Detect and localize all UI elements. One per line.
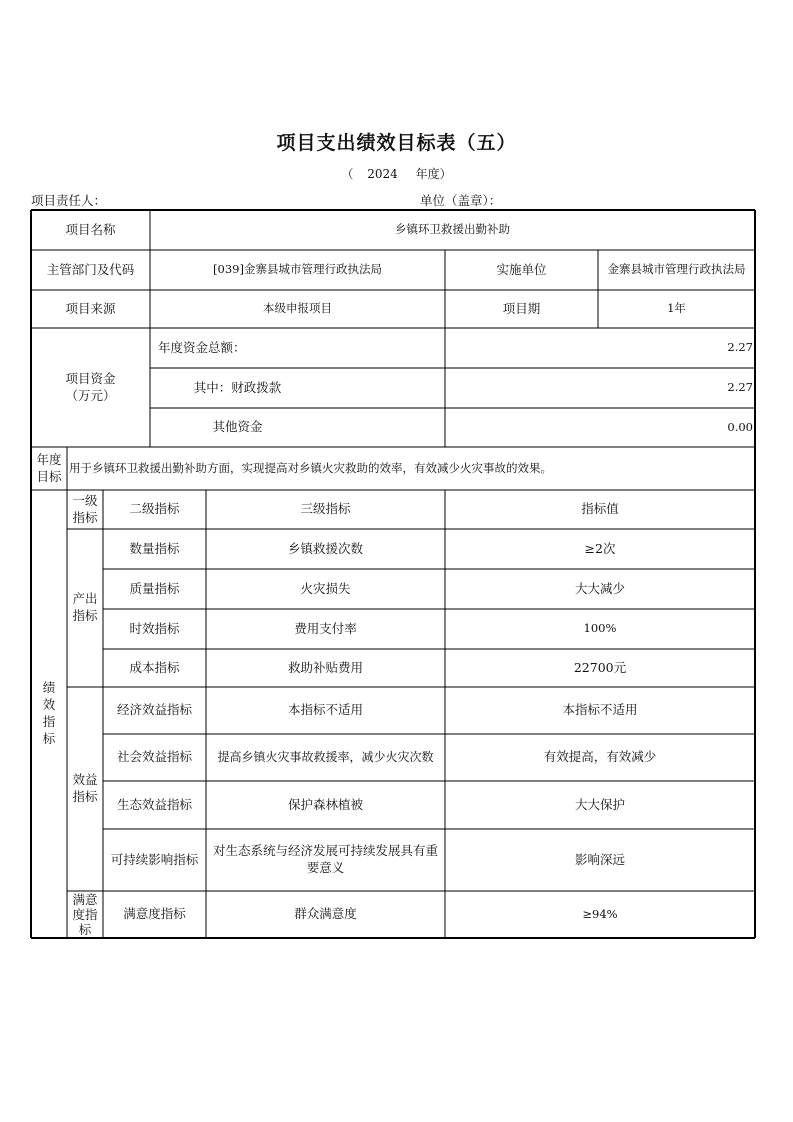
row-l3: 群众满意度 <box>294 906 357 922</box>
row-l2: 社会效益指标 <box>116 749 192 765</box>
funds-other-value: 0.00 <box>727 419 753 434</box>
row-l2: 满意度指标 <box>123 906 186 922</box>
source-value: 本级申报项目 <box>263 301 332 316</box>
project-name-value: 乡镇环卫救援出勤补助 <box>395 222 510 237</box>
row-l3: 保护森林植被 <box>287 796 363 812</box>
source-label: 项目来源 <box>65 300 116 316</box>
page-title: 项目支出绩效目标表（五） <box>276 132 517 154</box>
row-l2: 数量指标 <box>129 540 180 556</box>
perf-side-char: 标 <box>42 730 56 746</box>
row-l3: 费用支付率 <box>294 620 357 636</box>
row-l2: 质量指标 <box>129 580 180 596</box>
unit-label: 单位（盖章）： <box>420 193 502 208</box>
group-benefit <box>67 687 103 891</box>
row-l2: 可持续影响指标 <box>110 851 199 867</box>
goal-text: 用于乡镇环卫救援出勤补助方面，实现提高对乡镇火灾救助的效率，有效减少火灾事故的效果。 <box>69 460 552 475</box>
group-output-line1: 产出 <box>72 591 98 607</box>
group-satisfaction-line3: 标 <box>78 922 92 937</box>
perf-side-char: 绩 <box>42 680 56 696</box>
group-benefit-line2: 指标 <box>72 789 98 804</box>
funds-label <box>31 328 150 447</box>
row-value: 大大保护 <box>574 796 625 812</box>
row-value: 本指标不适用 <box>562 702 638 718</box>
impl-label: 实施单位 <box>496 261 547 277</box>
funds-label-line1: 项目资金 <box>65 370 116 386</box>
group-output-line2: 指标 <box>72 608 98 623</box>
header-level2: 二级指标 <box>129 501 180 517</box>
funds-other-label: 其他资金 <box>212 419 263 435</box>
group-satisfaction-line2: 度指 <box>72 907 98 922</box>
responsible-label: 项目责任人： <box>31 193 107 208</box>
row-l2: 经济效益指标 <box>116 702 192 718</box>
year-suffix: 年度） <box>415 167 452 181</box>
goal-label-line1: 年度 <box>36 451 62 467</box>
row-value: 有效提高，有效减少 <box>543 749 657 765</box>
row-l3: 提高乡镇火灾事故救援率，减少火灾次数 <box>217 750 434 765</box>
perf-side-char: 效 <box>42 697 56 713</box>
period-value: 1年 <box>667 301 686 316</box>
row-value: 22700元 <box>573 659 627 675</box>
project-name-label: 项目名称 <box>65 221 116 237</box>
goal-label-line2: 目标 <box>36 468 62 484</box>
row-l3: 火灾损失 <box>300 580 351 596</box>
header-level3: 三级指标 <box>300 501 351 517</box>
row-l3: 乡镇救援次数 <box>287 540 363 556</box>
year-open: （ <box>341 167 354 181</box>
row-value: 100% <box>583 621 617 636</box>
header-level1-line2: 指标 <box>72 509 98 525</box>
row-value: 影响深远 <box>574 851 625 867</box>
dept-label: 主管部门及代码 <box>46 261 135 277</box>
funds-label-line2: （万元） <box>65 387 116 403</box>
group-satisfaction <box>67 891 103 938</box>
row-value: ≥2次 <box>584 540 616 556</box>
group-benefit-line1: 效益 <box>72 772 98 788</box>
group-output <box>67 529 103 687</box>
row-value: 大大减少 <box>574 580 625 596</box>
perf-side-label <box>31 490 67 938</box>
impl-value: 金寨县城市管理行政执法局 <box>607 262 746 277</box>
row-l2: 生态效益指标 <box>116 796 192 812</box>
row-value: ≥94% <box>582 906 618 921</box>
funds-fiscal-label: 其中：财政拨款 <box>193 379 282 395</box>
funds-total-label: 年度资金总额： <box>158 339 246 355</box>
row-l3: 救助补贴费用 <box>287 659 363 675</box>
row-l3: 对生态系统与经济发展可持续发展具有重要意义 <box>212 843 438 875</box>
perf-side-char: 指 <box>42 714 56 729</box>
row-l3: 本指标不适用 <box>287 702 363 718</box>
group-satisfaction-line1: 满意 <box>72 892 98 907</box>
year-value: 2024 <box>367 167 398 181</box>
header-level1-line1: 一级 <box>72 492 98 508</box>
period-label: 项目期 <box>502 300 541 316</box>
goal-label <box>31 447 67 490</box>
row-l2: 时效指标 <box>129 620 180 636</box>
dept-value: [039]金寨县城市管理行政执法局 <box>213 262 382 277</box>
header-value: 指标值 <box>581 501 619 517</box>
row-l2: 成本指标 <box>129 659 180 675</box>
header-level1 <box>67 490 103 529</box>
funds-total-value: 2.27 <box>727 340 753 355</box>
funds-fiscal-value: 2.27 <box>727 380 753 395</box>
